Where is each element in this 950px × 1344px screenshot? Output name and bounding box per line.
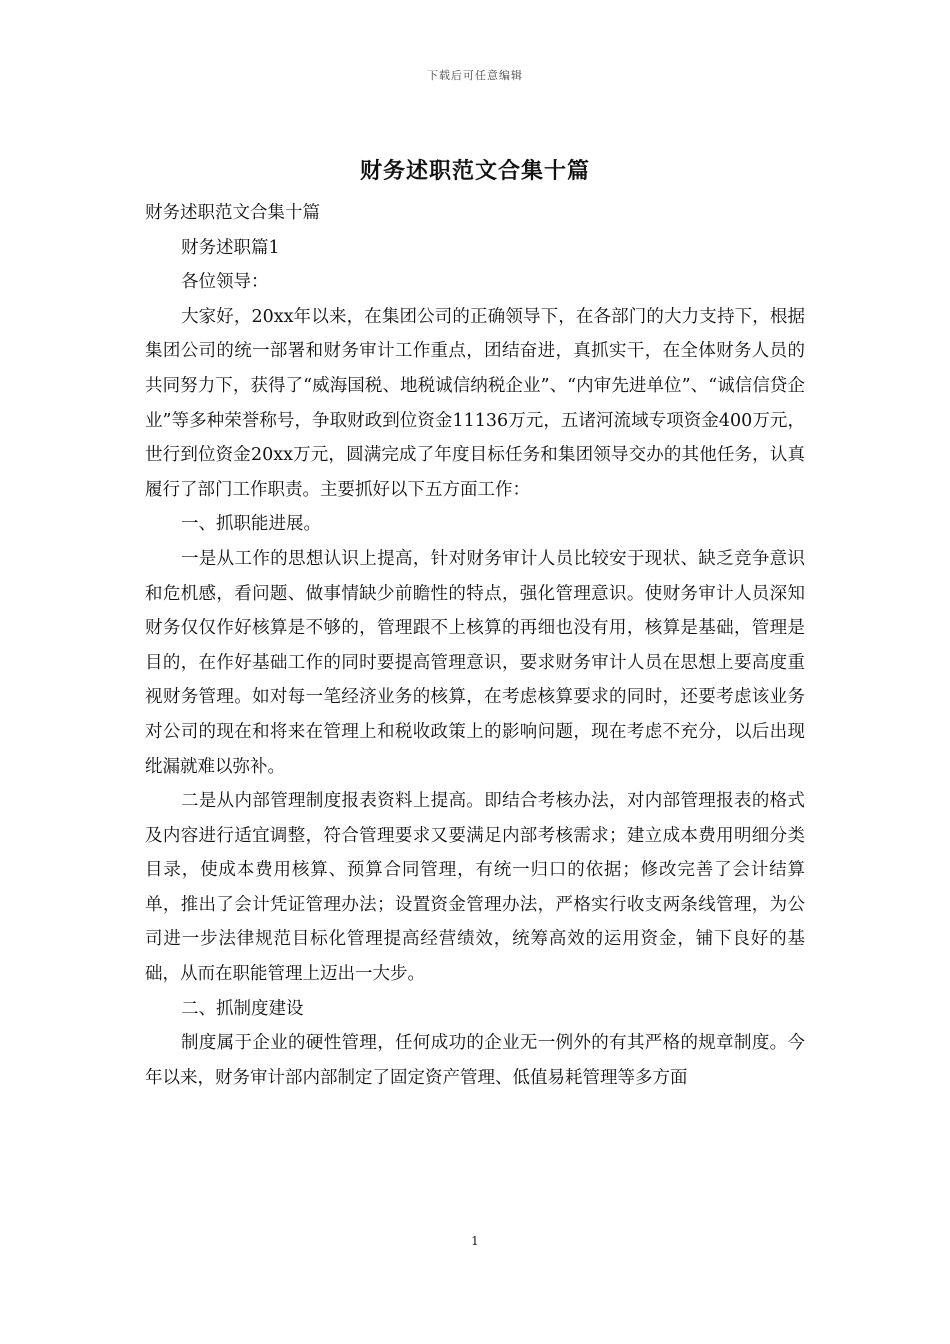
page-number: 1 bbox=[471, 1234, 479, 1248]
paragraph-heading-two: 二、抓制度建设 bbox=[181, 998, 304, 1019]
document-body bbox=[145, 196, 805, 1095]
paragraph-point-two: 二是从内部管理制度报表资料上提高。即结合考核办法，对内部管理报表的格式及内容进行适宜调整，符合管理要求又要满足内部考核需求；建立成本费用明细分类目录，使成本费用核算、预算合同管理，有统一归口的依据；修改完善了会计结算单，推出了会计凭证管理办法；设置资金管理办法，严格实行收支两条线管理，为公司进一步法律规范目标化管理提高经营绩效，统筹高效的运用资金，铺下良好的基础，从而在职能管理上迈出一大步。 bbox=[145, 791, 805, 985]
header-note: 下载后可任意编辑 bbox=[427, 69, 523, 82]
paragraph-section-heading: 财务述职篇1 bbox=[181, 237, 280, 258]
paragraph-subtitle: 财务述职范文合集十篇 bbox=[145, 203, 320, 223]
document-title: 财务述职范文合集十篇 bbox=[359, 158, 590, 184]
paragraph-point-one: 一是从工作的思想认识上提高，针对财务审计人员比较安于现状、缺乏竞争意识和危机感，看问题、做事情缺少前瞻性的特点，强化管理意识。使财务审计人员深知财务仅仅作好核算是不够的，管理跟不上核算的再细也没有用，核算是基础，管理是目的，在作好基础工作的同时要提高管理意识，要求财务审计人员在思想上要高度重视财务管理。如对每一笔经济业务的核算，在考虑核算要求的同时，还要考虑该业务对公司的现在和将来在管理上和税收政策上的影响问题，现在考虑不充分，以后出现纰漏就难以弥补。 bbox=[145, 548, 805, 777]
paragraph-system-building: 制度属于企业的硬性管理，任何成功的企业无一例外的有其严格的规章制度。今年以来，财务审计部内部制定了固定资产管理、低值易耗管理等多方面 bbox=[145, 1033, 805, 1088]
paragraph-intro: 大家好，20xx年以来，在集团公司的正确领导下，在各部门的大力支持下，根据集团公司的统一部署和财务审计工作重点，团结奋进，真抓实干，在全体财务人员的共同努力下，获得了“威海国税、地税诚信纳税企业”、“内审先进单位”、“诚信信贷企业”等多种荣誉称号，争取财政到位资金11136万元，五诸河流域专项资金400万元，世行到位资金20xx万元，圆满完成了年度目标任务和集团领导交办的其他任务，认真履行了部门工作职责。主要抓好以下五方面工作： bbox=[145, 306, 805, 500]
paragraph-salutation: 各位领导： bbox=[181, 272, 269, 293]
paragraph-heading-one: 一、抓职能进展。 bbox=[181, 514, 321, 535]
